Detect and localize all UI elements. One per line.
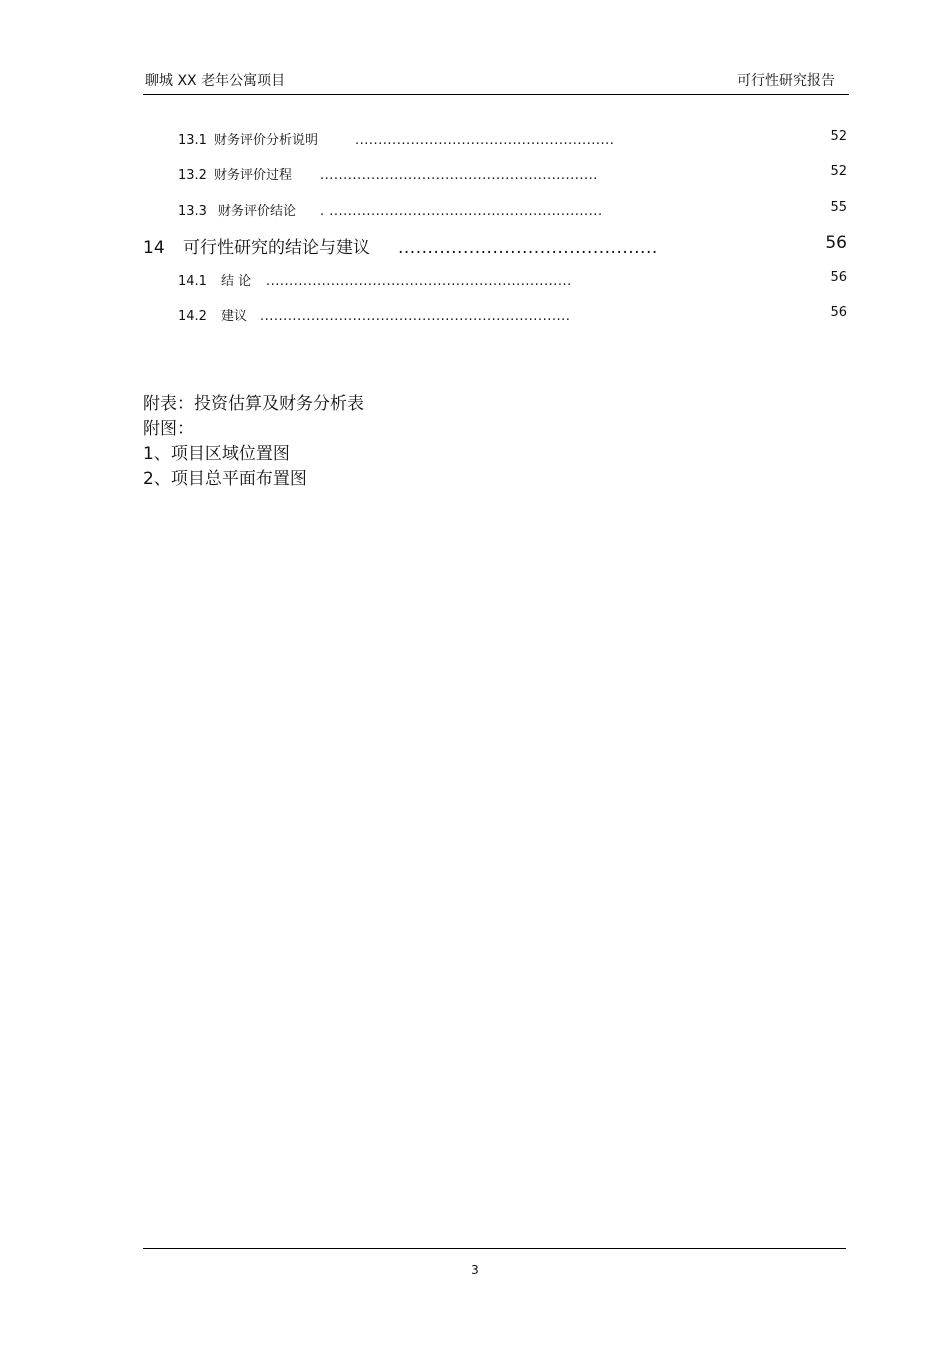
toc-entry-title: 可行性研究的结论与建议 [183,238,370,258]
toc-entry-number: 13.2 [178,168,207,183]
toc-entry-title: 财务评价过程 [214,168,293,183]
toc-leader-dots: ................................................................... [260,309,571,324]
footer-divider [143,1248,846,1249]
toc-page-number: 56 [830,270,847,285]
footer-page-number: 3 [471,1263,479,1277]
appendix-figures-heading: 附图： [143,419,194,439]
toc-entry-title: 结 论 [221,274,252,289]
toc-leader-dots: ............................................ [398,238,658,258]
toc-leader-dots: ............................................................ [320,168,598,183]
toc-entry-number: 14 [143,238,165,258]
toc-entry-14-2[interactable] [178,305,571,324]
appendix-figure-item: 1、项目区域位置图 [143,444,290,464]
toc-entry-title: 财务评价分析说明 [214,133,319,148]
toc-page-number: 56 [830,305,847,320]
toc-entry-title: 财务评价结论 [218,204,297,219]
toc-entry-13-1[interactable] [178,129,615,148]
toc-page-number: 52 [830,164,847,179]
toc-page-number: 55 [830,200,847,215]
header-project-title: 聊城 XX 老年公寓项目 [145,73,286,89]
toc-entry-13-3[interactable] [178,200,603,219]
appendix-tables: 附表：投资估算及财务分析表 [143,394,364,414]
toc-page-number: 52 [830,129,847,144]
toc-entry-14[interactable] [143,233,658,258]
toc-leader-dots: .................................................................. [266,274,572,289]
toc-entry-13-2[interactable] [178,164,598,183]
toc-entry-number: 14.2 [178,309,207,324]
toc-entry-number: 14.1 [178,274,207,289]
toc-entry-number: 13.3 [178,204,207,219]
toc-leader-dots: ........................................................ [355,133,615,148]
appendix-section [143,392,364,492]
header-report-type: 可行性研究报告 [737,73,835,89]
toc-leader-dots: . ........................................................... [320,204,603,219]
header-divider [143,94,849,95]
toc-page-number: 56 [825,233,847,253]
toc-entry-14-1[interactable] [178,270,572,289]
appendix-figure-item: 2、项目总平面布置图 [143,469,307,489]
toc-entry-title: 建议 [221,309,248,324]
toc-entry-number: 13.1 [178,133,207,148]
